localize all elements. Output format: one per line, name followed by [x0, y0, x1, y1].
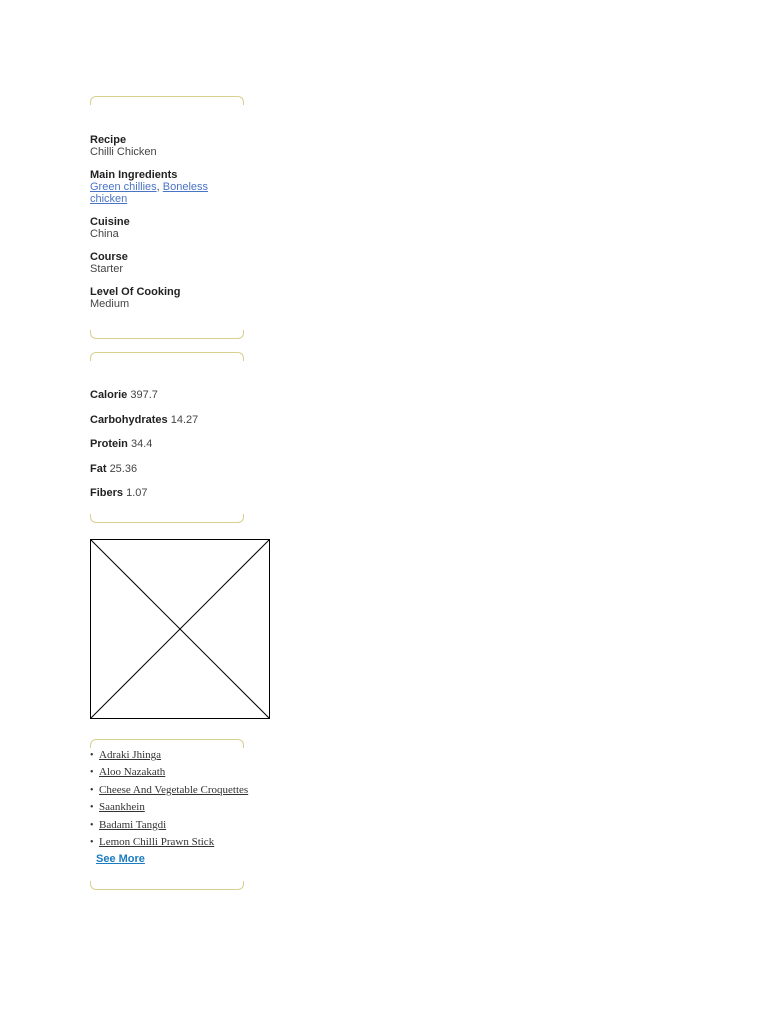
- related-recipes-panel: [90, 739, 249, 890]
- recipe-label: Recipe: [90, 134, 127, 146]
- bullet-icon: •: [90, 750, 94, 761]
- list-item: [90, 817, 244, 834]
- nutrition-label: Calorie: [90, 389, 128, 401]
- nutrition-row-fibers: [90, 487, 244, 499]
- panel-bottom-border: [90, 881, 244, 890]
- nutrition-row-calorie: [90, 389, 244, 401]
- ingredients-value: [90, 181, 244, 205]
- related-recipes-list: [90, 747, 249, 851]
- course-label: Course: [90, 251, 128, 263]
- nutrition-label: Fat: [90, 462, 107, 475]
- bullet-icon: •: [90, 802, 94, 814]
- nutrition-row-protein: [90, 438, 244, 450]
- broken-image-icon: [91, 540, 269, 718]
- nutrition-value: 14.27: [170, 413, 199, 426]
- ingredients-label: Main Ingredients: [90, 169, 178, 181]
- cuisine-field: [90, 216, 244, 240]
- related-recipe-link[interactable]: Saankhein: [99, 801, 145, 814]
- nutrition-label: Carbohydrates: [90, 413, 168, 426]
- nutrition-value: 25.36: [109, 462, 138, 475]
- panel-bottom-border: [90, 514, 244, 523]
- list-item: [90, 799, 244, 816]
- list-item: [90, 782, 249, 799]
- recipe-image-placeholder: [90, 539, 270, 719]
- list-item: [90, 834, 244, 851]
- related-recipe-link[interactable]: Badami Tangdi: [99, 818, 167, 831]
- recipe-field: [90, 134, 244, 158]
- ingredient-link-boneless-chicken[interactable]: Boneless chicken: [90, 181, 209, 205]
- bullet-icon: •: [90, 837, 94, 849]
- ingredient-link-green-chillies[interactable]: Green chillies: [90, 181, 157, 193]
- ingredient-separator: ,: [156, 181, 160, 193]
- nutrition-label: Protein: [90, 438, 128, 450]
- nutrition-label: Fibers: [90, 487, 124, 499]
- level-value: Medium: [90, 298, 130, 310]
- related-recipe-link[interactable]: Adraki Jhinga: [99, 749, 162, 761]
- related-recipe-link[interactable]: Aloo Nazakath: [99, 766, 166, 779]
- cuisine-value: China: [90, 228, 119, 240]
- related-recipe-link[interactable]: Lemon Chilli Prawn Stick: [99, 836, 215, 849]
- nutrition-value: 397.7: [130, 389, 158, 401]
- course-value: Starter: [90, 263, 124, 275]
- panel-bottom-border: [90, 330, 244, 339]
- bullet-icon: •: [90, 767, 94, 779]
- related-recipe-link[interactable]: Cheese And Vegetable Croquettes: [99, 783, 249, 796]
- list-item: [90, 764, 244, 781]
- panel-top-border: [90, 352, 244, 361]
- level-label: Level Of Cooking: [90, 286, 181, 298]
- bullet-icon: •: [90, 819, 94, 831]
- recipe-value: Chilli Chicken: [90, 146, 157, 158]
- course-field: [90, 251, 244, 275]
- nutrition-value: 1.07: [126, 487, 148, 499]
- list-item: [90, 747, 244, 764]
- see-more-link[interactable]: See More: [96, 853, 145, 866]
- ingredients-field: [90, 169, 244, 205]
- level-field: [90, 286, 244, 310]
- panel-top-border: [90, 96, 244, 105]
- nutrition-value: 34.4: [130, 438, 153, 450]
- nutrition-row-fat: [90, 463, 244, 475]
- recipe-info-panel: [90, 96, 244, 339]
- nutrition-row-carbohydrates: [90, 414, 244, 426]
- nutrition-panel: [90, 352, 244, 523]
- bullet-icon: •: [90, 784, 94, 796]
- cuisine-label: Cuisine: [90, 216, 130, 228]
